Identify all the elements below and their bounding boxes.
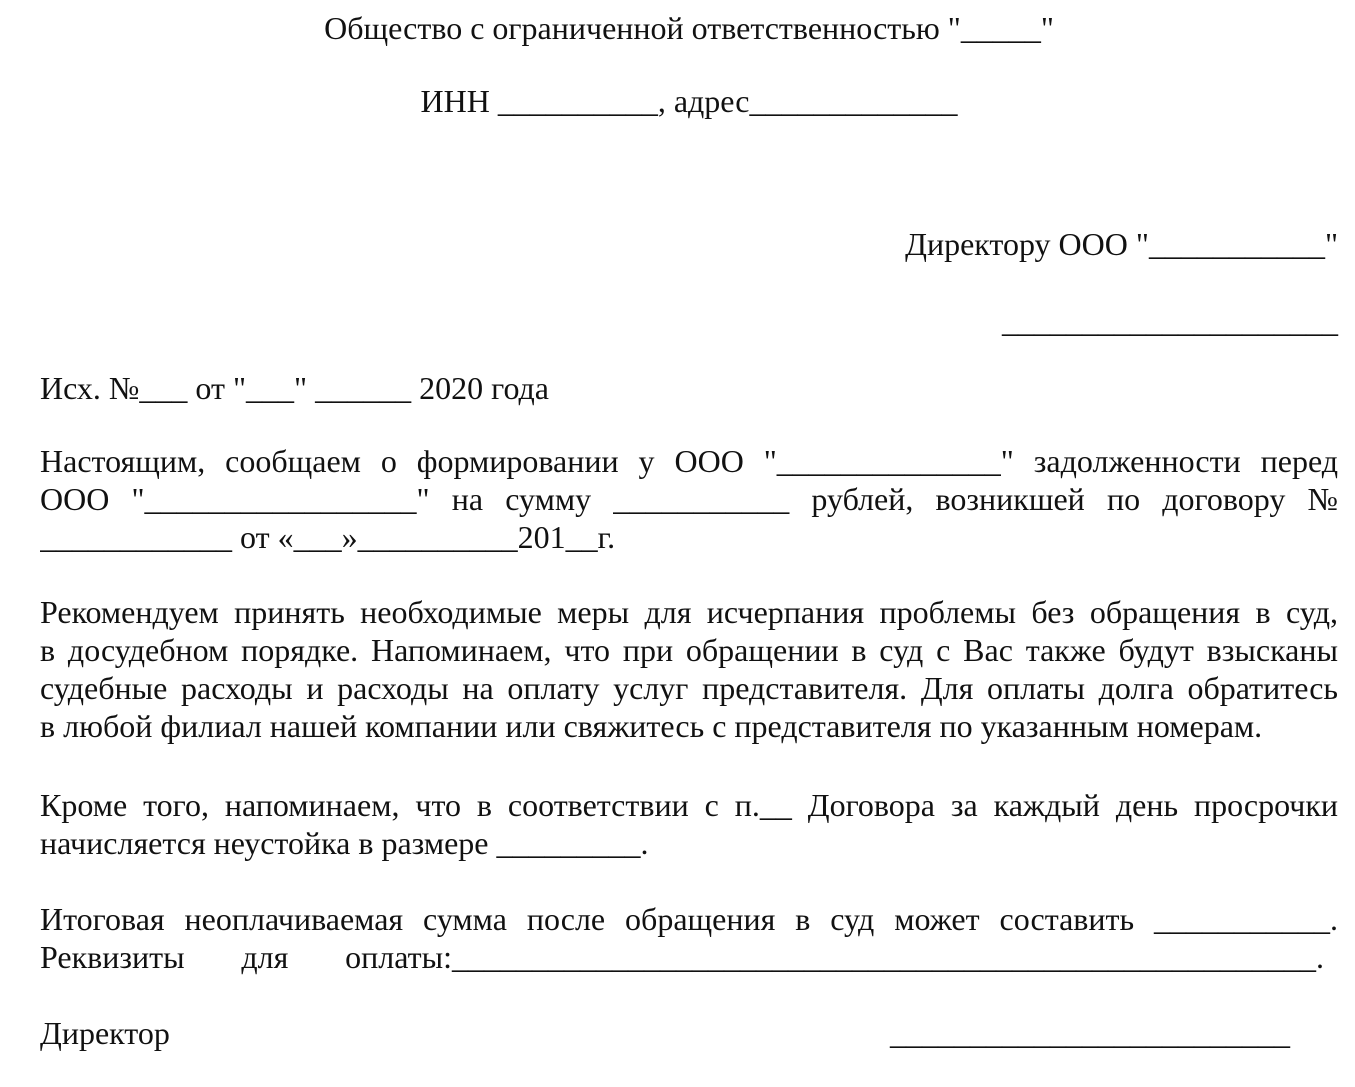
paragraph-total (40, 900, 1338, 976)
company-name: Общество с ограниченной ответственностью "_____" (324, 10, 1054, 46)
paragraph-line: Кроме того, напоминаем, что в соответствии с п.__ Договора за каждый день просрочки (40, 787, 1338, 823)
paragraph-line: Настоящим, сообщаем о формировании у ООО "______________" задолженности перед (40, 443, 1338, 479)
paragraph-line: Рекомендуем принять необходимые меры для исчерпания проблемы без обращения в суд, (40, 594, 1338, 630)
paragraph-line: ____________ от «___»__________201__г. (40, 519, 616, 555)
paragraph-line: в любой филиал нашей компании или свяжитесь с представителя по указанным номерам. (40, 708, 1263, 744)
paragraph-line: в досудебном порядке. Напоминаем, что при обращении в суд с Вас также будут взысканы (40, 632, 1338, 668)
outgoing-number: Исх. №___ от "___" ______ 2020 года (40, 370, 549, 406)
paragraph-line: начисляется неустойка в размере _________. (40, 825, 649, 861)
addressee-director: Директору ООО "___________" (905, 226, 1338, 262)
paragraph-line: судебные расходы и расходы на оплату услуг представителя. Для оплаты долга обратитесь (40, 670, 1338, 706)
paragraph-penalty (40, 786, 1338, 862)
paragraph-debt-notice (40, 442, 1338, 556)
signature-title: Директор (40, 1015, 170, 1051)
addressee-blank: _____________________ (1002, 303, 1338, 339)
paragraph-line: Реквизиты для оплаты:______________________________________________________. (40, 939, 1324, 975)
paragraph-recommendation (40, 593, 1338, 745)
paragraph-line: ООО "_________________" на сумму ___________ рублей, возникшей по договору № (40, 481, 1338, 517)
paragraph-line: Итоговая неоплачиваемая сумма после обращения в суд может составить ___________. (40, 901, 1338, 937)
signature-line: _________________________ (890, 1015, 1290, 1051)
inn-address: ИНН __________, адрес_____________ (420, 83, 958, 119)
